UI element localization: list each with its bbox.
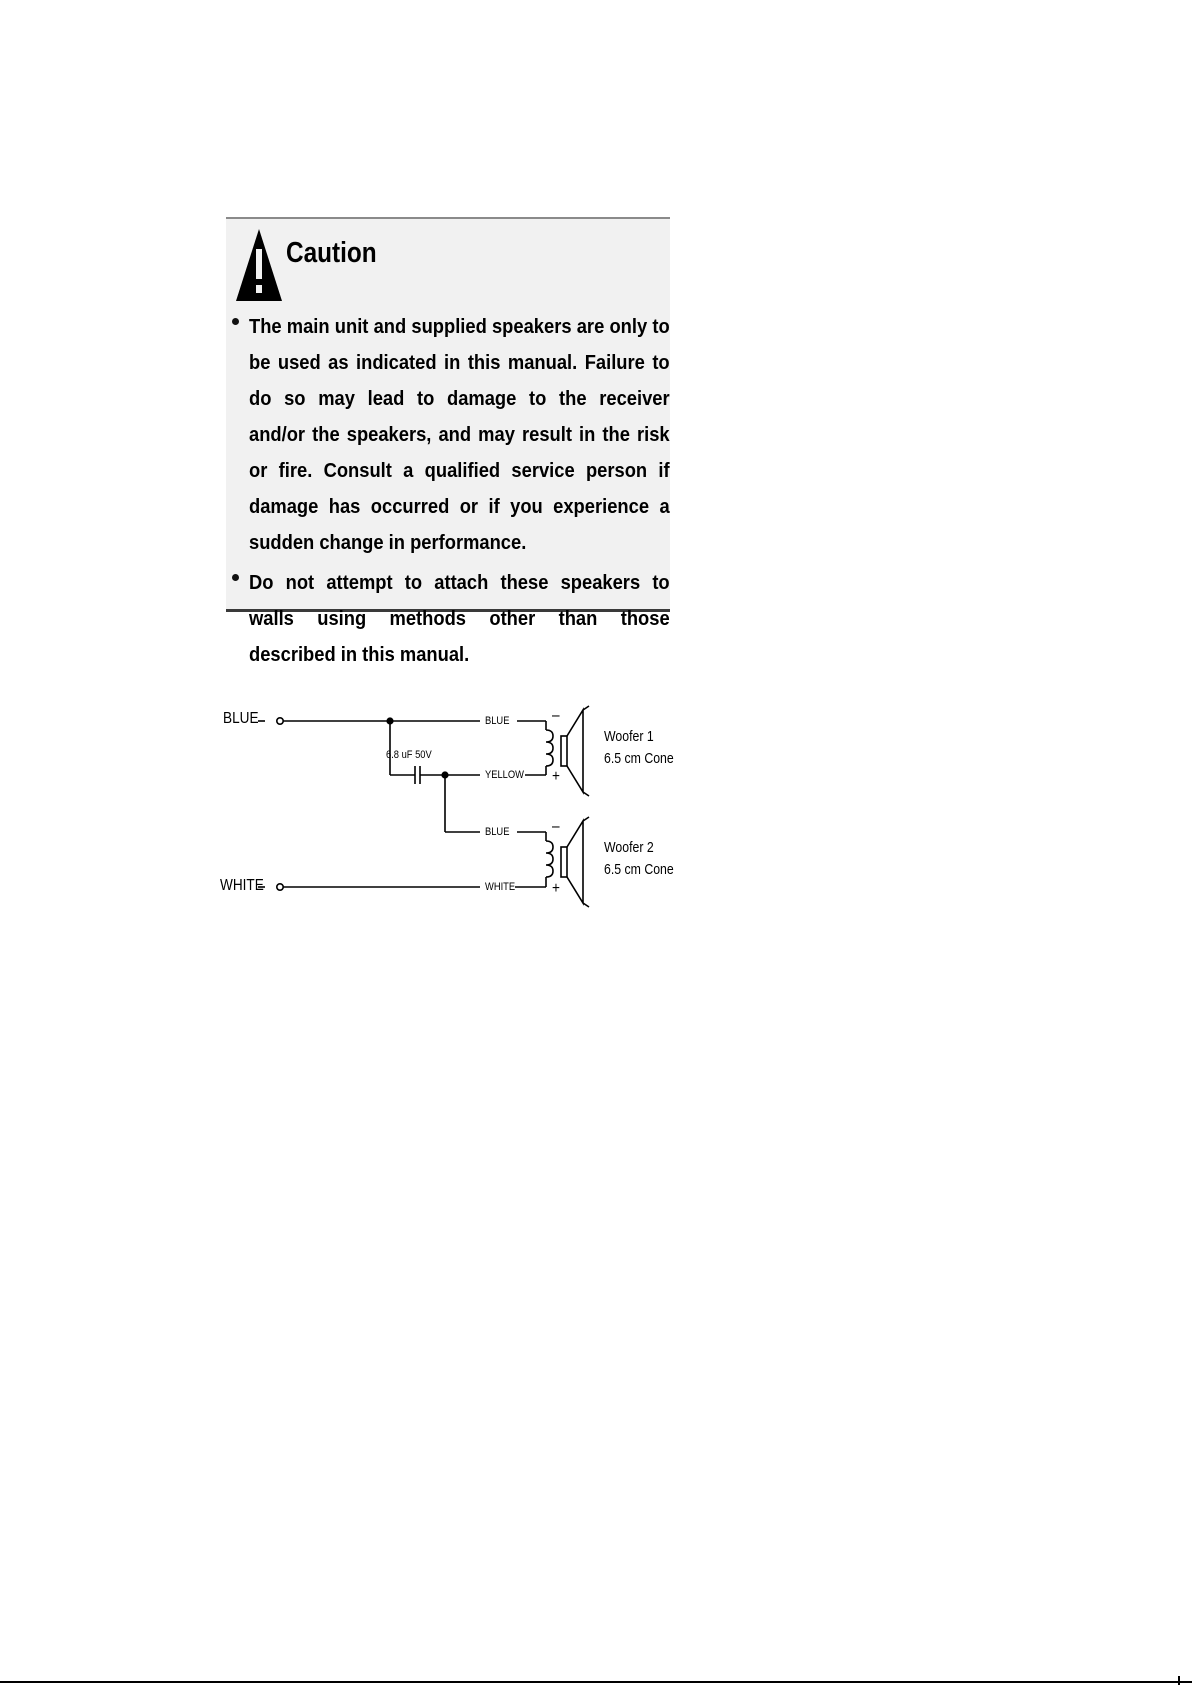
junction-dot <box>441 771 448 778</box>
wire-label-yellow: YELLOW <box>485 769 524 781</box>
woofer2-spec: 6.5 cm Cone <box>604 861 674 878</box>
wire-label-blue-1: BLUE <box>485 715 510 727</box>
wire-label-white: WHITE <box>485 881 516 893</box>
woofer2-plus-sign: + <box>552 880 560 897</box>
woofer1-cone <box>567 710 583 792</box>
caution-list <box>226 309 670 677</box>
caution-item-text: Do not attempt to attach these speakers to walls using methods other than those described in this manual. <box>249 571 670 666</box>
white-input-terminal <box>277 884 283 890</box>
woofer1-lip-top <box>583 706 589 710</box>
blue-input-label: BLUE <box>223 710 259 727</box>
wiring-diagram <box>200 700 700 920</box>
page-bottom-tick <box>1178 1676 1180 1685</box>
woofer2-coil <box>546 841 553 877</box>
caution-item-text: The main unit and supplied speakers are only to be used as indicated in this manual. Failure to do so may lead to damage to the receiver and/or the speakers, and may result in the risk or fire. Consult a qualified service person if damage has occurred or if you experience a sudden change in performance. <box>249 315 670 554</box>
woofer2-lip-bottom <box>583 903 589 907</box>
warning-triangle-icon <box>234 227 284 303</box>
page-bottom-rule <box>0 1681 1192 1683</box>
caution-item <box>226 309 670 561</box>
woofer1-lip-bottom <box>583 792 589 796</box>
capacitor-label: 6.8 uF 50V <box>386 749 432 761</box>
caution-item <box>226 565 670 673</box>
woofer2-cone <box>567 821 583 903</box>
woofer2-name: Woofer 2 <box>604 839 654 856</box>
wire-label-blue-2: BLUE <box>485 826 510 838</box>
caution-header <box>234 227 654 301</box>
woofer1-plus-sign: + <box>552 768 560 785</box>
caution-box <box>226 217 670 666</box>
woofer1-minus-sign: – <box>552 707 560 724</box>
bullet-icon <box>232 574 239 581</box>
blue-input-terminal <box>277 718 283 724</box>
woofer1-spec: 6.5 cm Cone <box>604 750 674 767</box>
bullet-icon <box>232 318 239 325</box>
junction-dot <box>386 717 393 724</box>
white-input-label: WHITE <box>220 877 264 894</box>
woofer1-name: Woofer 1 <box>604 728 654 745</box>
woofer2-minus-sign: – <box>552 818 560 835</box>
woofer1-magnet <box>561 736 567 766</box>
caution-title: Caution <box>286 237 377 269</box>
woofer2-magnet <box>561 847 567 877</box>
woofer2-lip-top <box>583 817 589 821</box>
woofer1-coil <box>546 730 553 766</box>
